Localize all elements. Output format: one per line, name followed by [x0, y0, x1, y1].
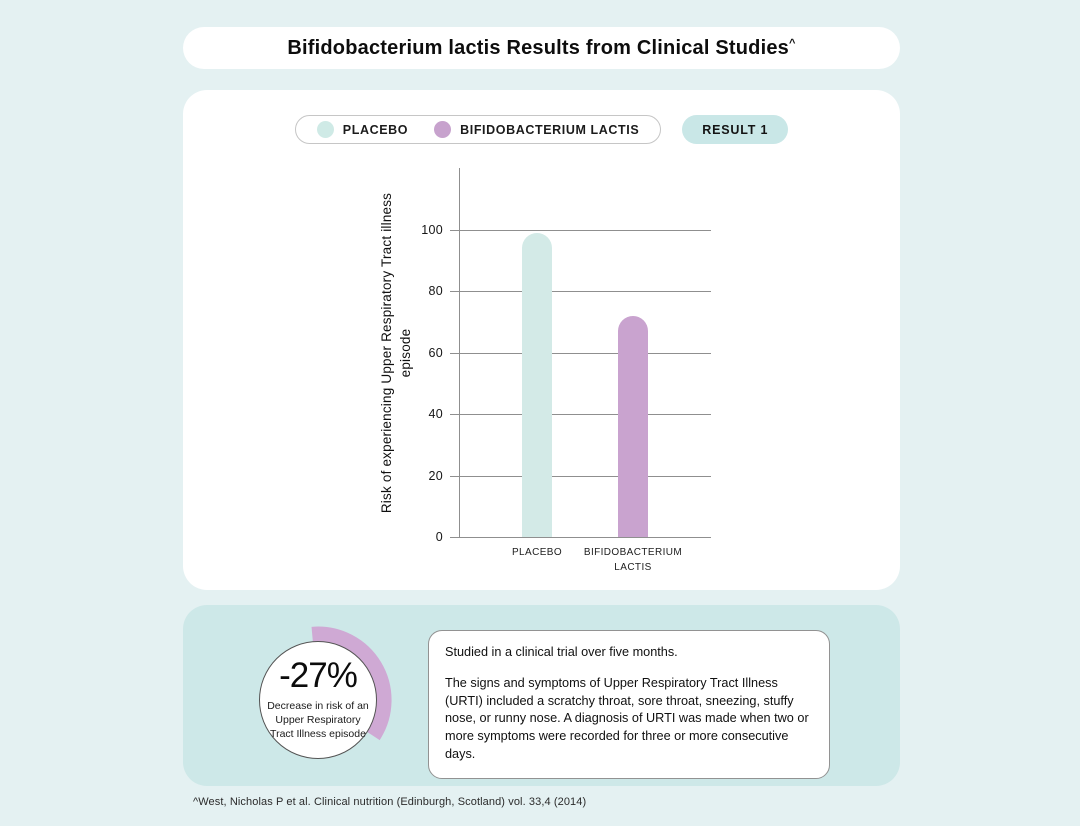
info-paragraph-1: Studied in a clinical trial over five months.: [445, 645, 678, 659]
gridline-0: [450, 537, 711, 538]
x-tick-label-bifidobacterium-lactis: BIFIDOBACTERIUM LACTIS: [583, 547, 683, 573]
chart-card: [183, 90, 900, 590]
y-tick-label-80: 80: [428, 284, 443, 298]
stat-value: -27%: [279, 656, 357, 696]
gridline-40: [450, 414, 711, 415]
gridline-100: [450, 230, 711, 231]
gridline-20: [450, 476, 711, 477]
y-tick-label-20: 20: [428, 468, 443, 483]
stat-description: Decrease in risk of an Upper Respiratory Tract Illness episode: [267, 700, 369, 740]
legend-row: [183, 115, 900, 144]
y-tick-label-60: 60: [428, 345, 443, 360]
bar-bifidobacterium-lactis: [618, 316, 648, 537]
placebo-dot-icon: [317, 121, 334, 138]
stat-circle: [259, 641, 377, 759]
bifidobacterium-lactis-dot-icon: [434, 121, 451, 138]
legend-item-bifidobacterium-lactis: [434, 121, 639, 138]
bar-plot-area: [421, 168, 711, 573]
stat-card: [183, 605, 900, 786]
result-1-button[interactable]: RESULT 1: [682, 115, 788, 144]
title-card: [183, 27, 900, 69]
y-axis-label: Risk of experiencing Upper Respiratory Tract illness episode: [379, 192, 413, 513]
gridline-60: [450, 353, 711, 354]
info-box: [428, 630, 830, 779]
bar-placebo: [522, 233, 552, 537]
title-superscript: ^: [789, 36, 796, 49]
footnote: ^West, Nicholas P et al. Clinical nutrition (Edinburgh, Scotland) vol. 33,4 (2014): [193, 796, 587, 808]
y-tick-label-0: 0: [435, 530, 443, 544]
legend-item-placebo: [317, 121, 408, 138]
y-tick-label-40: 40: [428, 407, 443, 421]
legend-label-bifidobacterium-lactis: BIFIDOBACTERIUM LACTIS: [460, 122, 640, 137]
info-paragraph-2: The signs and symptoms of Upper Respiratory Tract Illness (URTI) included a scratchy throat, sore throat, sneezing, stuffy nose, or runny nose. A diagnosis of URTI was made when two or more symptoms were recorded for three or more consecutive days.: [445, 675, 809, 761]
page-title: Bifidobacterium lactis Results from Clinical Studies^: [287, 36, 796, 59]
y-tick-label-100: 100: [421, 222, 443, 237]
legend-label-placebo: PLACEBO: [342, 122, 409, 137]
x-tick-label-placebo: PLACEBO: [511, 547, 563, 558]
legend-pill: [295, 115, 662, 144]
gridline-80: [450, 291, 711, 292]
